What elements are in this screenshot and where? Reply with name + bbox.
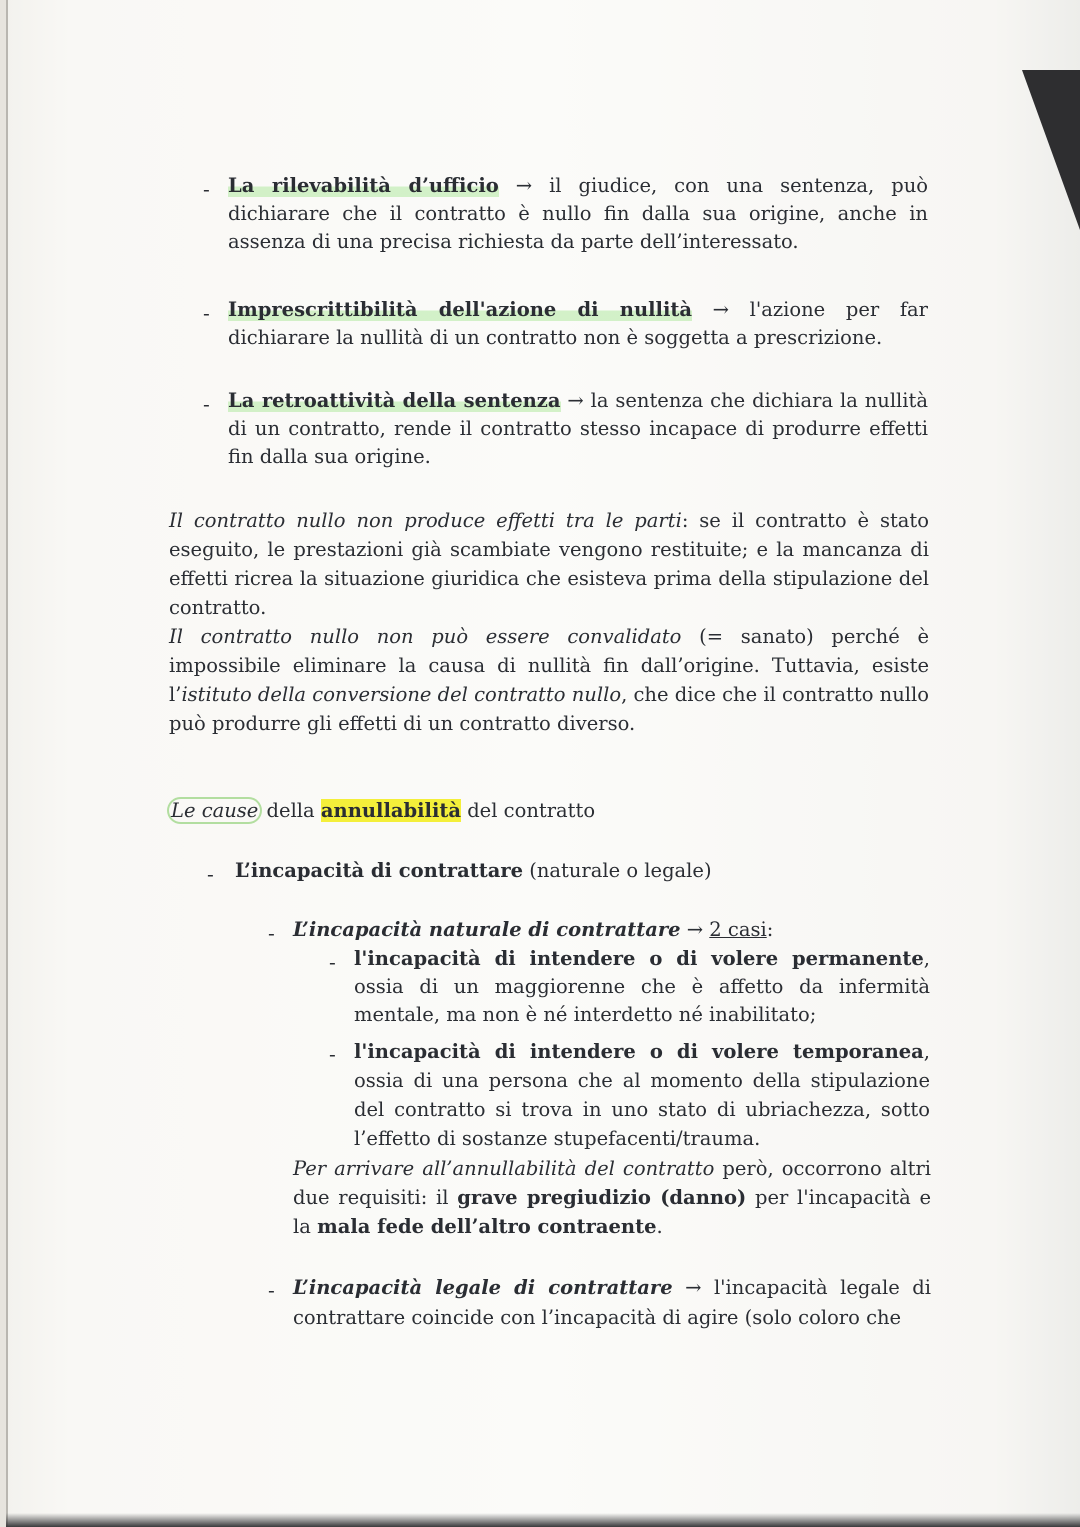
- arrow-icon: →: [515, 174, 533, 197]
- case-temporanea: [354, 1037, 930, 1153]
- arrow-icon: →: [712, 298, 729, 321]
- paragraph-text: (= sanato) perché è impossibile eliminare la causa di nullità fin dall’origine. Tuttavia, esiste l’: [169, 625, 929, 706]
- bullet-dash: -: [203, 301, 210, 325]
- heading-highlight: annullabilità: [320, 799, 461, 822]
- sub-term: L’incapacità naturale di contrattare: [293, 918, 681, 941]
- italic-lead: Per arrivare all’annullabilità del contratto: [293, 1157, 715, 1180]
- bullet-dash: -: [268, 1278, 275, 1302]
- bullet-imprescrittibilita: [228, 296, 928, 352]
- bullet-rilevabilita: [228, 172, 928, 256]
- italic-lead: Il contratto nullo non produce effetti tra le parti: [169, 509, 682, 532]
- paragraph-effetti: [169, 506, 929, 622]
- italic-lead: Il contratto nullo non può essere convalidato: [169, 625, 682, 648]
- bullet-dash: -: [207, 862, 214, 886]
- case-text: , ossia di una persona che al momento della stipulazione del contratto si trova in uno stato di ubriachezza, sotto l’effetto di sostanze stupefacenti/trauma.: [354, 1040, 930, 1150]
- sub-bullet-legale: [293, 1273, 931, 1333]
- heading-text-end: del contratto: [461, 799, 596, 822]
- bullet-retroattivita: [228, 387, 928, 471]
- arrow-icon: →: [680, 918, 710, 941]
- case-permanente: [354, 945, 930, 1029]
- section-heading: [169, 797, 929, 825]
- bullet-dash: -: [329, 950, 336, 974]
- italic-institute: istituto della conversione del contratto nullo: [181, 683, 622, 706]
- case-term: l'incapacità di intendere o di volere permanente: [354, 947, 924, 970]
- arrow-icon: →: [567, 389, 584, 412]
- paragraph-text: però, occorrono altri due requisiti: il: [293, 1157, 932, 1209]
- bullet-dash: -: [203, 177, 210, 201]
- case-text: , ossia di un maggiorenne che è affetto da infermità mentale, ma non è né interdetto né inabilitato;: [354, 947, 930, 1026]
- heading-text: della: [260, 799, 321, 822]
- paragraph-text: : se il contratto è stato eseguito, le prestazioni già scambiate vengono restituite; e la mancanza di effetti ricrea la situazione giuridica che esisteva prima della stipulazione del contratto.: [169, 509, 929, 619]
- underlined-text: 2 casi: [709, 918, 767, 941]
- paragraph-end: .: [656, 1215, 663, 1238]
- bold-requisito-1: grave pregiudizio (danno): [457, 1186, 747, 1209]
- paper-sheet: [6, 0, 1080, 1527]
- paragraph-text-2: per l'incapacità e la: [293, 1186, 931, 1238]
- bullet-term: La rilevabilità d’ufficio: [228, 174, 499, 197]
- bullet-dash: -: [268, 921, 275, 945]
- bold-requisito-2: mala fede dell’altro contraente: [317, 1215, 657, 1238]
- bullet-term: Imprescrittibilità dell'azione di nullità: [228, 298, 693, 321]
- bullet-incapacita: [235, 857, 935, 885]
- paragraph-convalida: [169, 622, 929, 738]
- colon-text: :: [766, 918, 774, 941]
- bullet-term: La retroattività della sentenza: [228, 389, 561, 412]
- bullet-text: la sentenza che dichiara la nullità di un contratto, rende il contratto stesso incapace di produrre effetti fin dalla sua origine.: [228, 389, 928, 468]
- bullet-dash: -: [203, 392, 210, 416]
- case-term: l'incapacità di intendere o di volere temporanea: [354, 1040, 924, 1063]
- sub-bullet-naturale: [293, 916, 933, 944]
- heading-cause: Le cause: [171, 799, 259, 822]
- paragraph-tail: , che dice che il contratto nullo può produrre gli effetti di un contratto diverso.: [169, 683, 929, 735]
- arrow-icon: →: [672, 1276, 714, 1299]
- bullet-text: (naturale o legale): [523, 859, 712, 882]
- bullet-term: L’incapacità di contrattare: [235, 859, 524, 882]
- document-content: [6, 0, 1080, 1527]
- bullet-text: il giudice, con una sentenza, può dichiarare che il contratto è nullo fin dalla sua origine, anche in assenza di una precisa richiesta da parte dell’interessato.: [228, 174, 928, 253]
- sub-term: L’incapacità legale di contrattare: [293, 1276, 673, 1299]
- sub-text: l'incapacità legale di contrattare coincide con l’incapacità di agire (solo coloro che: [293, 1276, 931, 1329]
- bullet-text: l'azione per far dichiarare la nullità di un contratto non è soggetta a prescrizione.: [228, 298, 928, 349]
- bullet-dash: -: [329, 1042, 336, 1066]
- paragraph-requisiti: [293, 1154, 931, 1241]
